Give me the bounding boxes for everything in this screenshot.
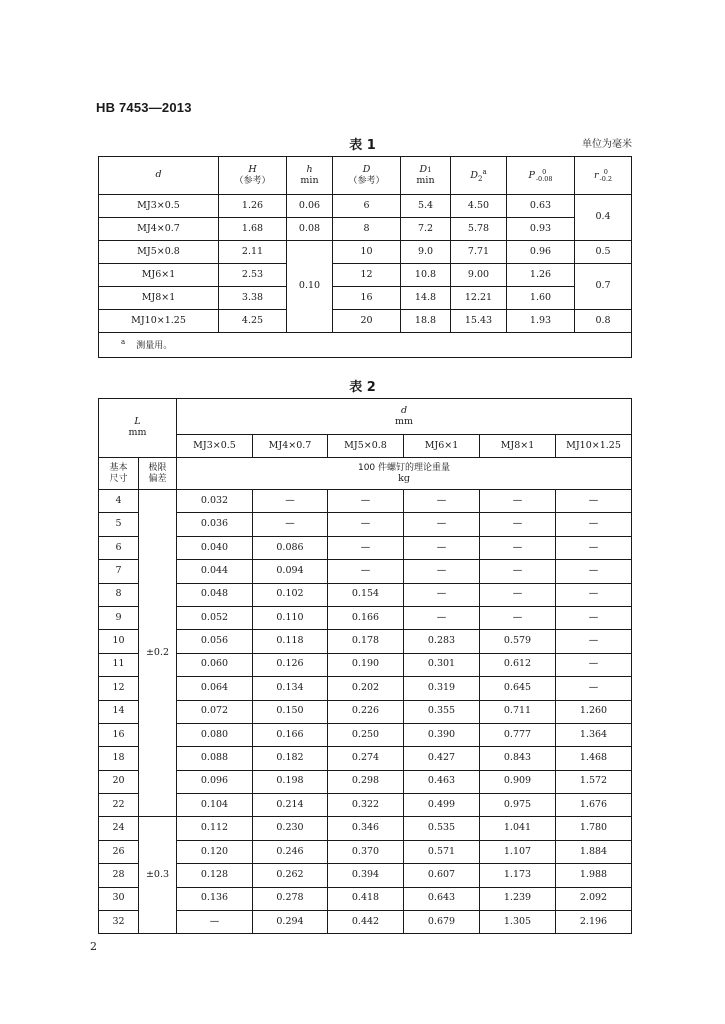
- cell-weight: 0.150: [253, 700, 328, 723]
- header-P: P 0 -0.08: [507, 157, 575, 195]
- cell-length: 22: [99, 794, 139, 817]
- cell-weight: —: [556, 630, 632, 653]
- cell-weight: 1.305: [480, 911, 556, 934]
- cell-weight: 0.226: [328, 700, 404, 723]
- cell-weight: 0.032: [177, 490, 253, 513]
- cell-length: 28: [99, 864, 139, 887]
- cell-D: 10: [333, 241, 401, 264]
- table2-row: [99, 911, 632, 934]
- page-number: 2: [90, 940, 97, 953]
- cell-weight: —: [328, 513, 404, 536]
- cell-weight: 0.274: [328, 747, 404, 770]
- cell-r: 0.8: [575, 310, 632, 333]
- cell-weight: —: [480, 513, 556, 536]
- cell-length: 6: [99, 536, 139, 559]
- cell-length: 11: [99, 653, 139, 676]
- cell-weight: 0.080: [177, 723, 253, 746]
- cell-weight: 0.096: [177, 770, 253, 793]
- cell-weight: 0.643: [404, 887, 480, 910]
- cell-P: 0.93: [507, 218, 575, 241]
- cell-D: 16: [333, 287, 401, 310]
- cell-weight: —: [253, 490, 328, 513]
- table2-row: [99, 653, 632, 676]
- cell-weight: —: [480, 583, 556, 606]
- cell-length: 5: [99, 513, 139, 536]
- cell-weight: 0.088: [177, 747, 253, 770]
- cell-P: 1.26: [507, 264, 575, 287]
- cell-weight: —: [556, 677, 632, 700]
- cell-weight: 1.780: [556, 817, 632, 840]
- cell-weight: 1.173: [480, 864, 556, 887]
- cell-weight: —: [556, 536, 632, 559]
- cell-weight: —: [404, 606, 480, 629]
- cell-H: 1.68: [219, 218, 287, 241]
- cell-length: 32: [99, 911, 139, 934]
- cell-D1: 18.8: [401, 310, 451, 333]
- cell-weight: —: [328, 490, 404, 513]
- cell-P: 1.60: [507, 287, 575, 310]
- cell-weight: 0.607: [404, 864, 480, 887]
- cell-weight: 1.884: [556, 840, 632, 863]
- cell-weight: 0.418: [328, 887, 404, 910]
- cell-D1: 14.8: [401, 287, 451, 310]
- cell-weight: 0.044: [177, 560, 253, 583]
- table2-row: [99, 723, 632, 746]
- cell-weight: 0.154: [328, 583, 404, 606]
- table2-row: [99, 794, 632, 817]
- cell-weight: —: [556, 606, 632, 629]
- cell-weight: 0.198: [253, 770, 328, 793]
- cell-weight: 0.086: [253, 536, 328, 559]
- cell-weight: 0.048: [177, 583, 253, 606]
- cell-weight: 0.283: [404, 630, 480, 653]
- cell-h: 0.06: [287, 195, 333, 218]
- cell-D1: 10.8: [401, 264, 451, 287]
- cell-D2: 4.50: [451, 195, 507, 218]
- cell-weight: —: [253, 513, 328, 536]
- table1-row: [99, 241, 632, 264]
- cell-D: 8: [333, 218, 401, 241]
- cell-length: 8: [99, 583, 139, 606]
- header-r: r 0 -0.2: [575, 157, 632, 195]
- table2-row: [99, 630, 632, 653]
- cell-length: 10: [99, 630, 139, 653]
- header-size: MJ6×1: [404, 435, 480, 458]
- cell-weight: 0.319: [404, 677, 480, 700]
- cell-d: MJ5×0.8: [99, 241, 219, 264]
- cell-length: 26: [99, 840, 139, 863]
- cell-D2: 5.78: [451, 218, 507, 241]
- cell-weight: 0.442: [328, 911, 404, 934]
- header-L: L mm: [99, 399, 177, 458]
- cell-weight: 2.092: [556, 887, 632, 910]
- cell-weight: 0.394: [328, 864, 404, 887]
- cell-weight: 0.052: [177, 606, 253, 629]
- cell-weight: —: [404, 536, 480, 559]
- cell-D2: 7.71: [451, 241, 507, 264]
- cell-weight: 1.988: [556, 864, 632, 887]
- cell-r: 0.4: [575, 195, 632, 241]
- cell-d: MJ3×0.5: [99, 195, 219, 218]
- cell-weight: 0.679: [404, 911, 480, 934]
- table2-title: 表 2: [349, 380, 376, 395]
- table2-row: [99, 864, 632, 887]
- cell-weight: 0.370: [328, 840, 404, 863]
- cell-weight: 0.120: [177, 840, 253, 863]
- cell-weight: 0.112: [177, 817, 253, 840]
- cell-weight: 0.777: [480, 723, 556, 746]
- table2-row: [99, 536, 632, 559]
- cell-weight: 0.262: [253, 864, 328, 887]
- header-tolerance: 极限 偏差: [139, 458, 177, 490]
- cell-D: 12: [333, 264, 401, 287]
- cell-H: 1.26: [219, 195, 287, 218]
- cell-r: 0.5: [575, 241, 632, 264]
- header-size: MJ4×0.7: [253, 435, 328, 458]
- cell-weight: 0.645: [480, 677, 556, 700]
- cell-d: MJ8×1: [99, 287, 219, 310]
- cell-D: 20: [333, 310, 401, 333]
- cell-weight: —: [404, 560, 480, 583]
- table2-size-row: [99, 435, 632, 458]
- table2-row: [99, 770, 632, 793]
- cell-weight: 0.499: [404, 794, 480, 817]
- header-d: d mm: [177, 399, 632, 435]
- cell-weight: —: [480, 490, 556, 513]
- cell-d: MJ6×1: [99, 264, 219, 287]
- cell-weight: 0.294: [253, 911, 328, 934]
- cell-D: 6: [333, 195, 401, 218]
- cell-weight: 0.214: [253, 794, 328, 817]
- cell-weight: 0.535: [404, 817, 480, 840]
- cell-weight: 1.468: [556, 747, 632, 770]
- table1-row: [99, 287, 632, 310]
- table2-row: [99, 560, 632, 583]
- cell-length: 20: [99, 770, 139, 793]
- cell-weight: 1.260: [556, 700, 632, 723]
- cell-weight: —: [556, 653, 632, 676]
- cell-weight: 0.072: [177, 700, 253, 723]
- cell-length: 12: [99, 677, 139, 700]
- table1-footnote: $^a$ 测量用。: [99, 333, 632, 358]
- cell-weight: 1.676: [556, 794, 632, 817]
- cell-weight: 0.036: [177, 513, 253, 536]
- cell-length: 30: [99, 887, 139, 910]
- cell-weight: 0.056: [177, 630, 253, 653]
- cell-length: 4: [99, 490, 139, 513]
- cell-weight: 0.298: [328, 770, 404, 793]
- cell-weight: —: [328, 536, 404, 559]
- cell-weight: —: [556, 513, 632, 536]
- cell-D2: 12.21: [451, 287, 507, 310]
- cell-h: 0.08: [287, 218, 333, 241]
- cell-P: 1.93: [507, 310, 575, 333]
- table1-title: 表 1: [349, 138, 376, 153]
- cell-weight: 0.579: [480, 630, 556, 653]
- cell-weight: 0.126: [253, 653, 328, 676]
- table2-row: [99, 677, 632, 700]
- cell-weight: —: [556, 583, 632, 606]
- cell-weight: 0.136: [177, 887, 253, 910]
- cell-weight: 0.612: [480, 653, 556, 676]
- cell-D1: 5.4: [401, 195, 451, 218]
- cell-weight: 1.364: [556, 723, 632, 746]
- cell-length: 18: [99, 747, 139, 770]
- cell-weight: 0.390: [404, 723, 480, 746]
- cell-weight: 0.102: [253, 583, 328, 606]
- cell-h: 0.10: [287, 241, 333, 333]
- cell-weight: —: [556, 560, 632, 583]
- table1-header-row: [99, 157, 632, 195]
- cell-weight: —: [480, 536, 556, 559]
- cell-D2: 15.43: [451, 310, 507, 333]
- cell-length: 9: [99, 606, 139, 629]
- cell-length: 14: [99, 700, 139, 723]
- cell-length: 16: [99, 723, 139, 746]
- cell-weight: 0.843: [480, 747, 556, 770]
- cell-weight: 0.166: [253, 723, 328, 746]
- cell-weight: 0.128: [177, 864, 253, 887]
- cell-tolerance: ±0.3: [139, 817, 177, 934]
- cell-weight: —: [404, 583, 480, 606]
- cell-tolerance: ±0.2: [139, 490, 177, 817]
- header-size: MJ3×0.5: [177, 435, 253, 458]
- cell-length: 7: [99, 560, 139, 583]
- cell-weight: —: [404, 513, 480, 536]
- cell-weight: 0.166: [328, 606, 404, 629]
- table2-header-row: [99, 399, 632, 435]
- cell-H: 3.38: [219, 287, 287, 310]
- table2-row: [99, 490, 632, 513]
- table1-row: [99, 264, 632, 287]
- cell-H: 2.11: [219, 241, 287, 264]
- cell-weight: 0.711: [480, 700, 556, 723]
- cell-weight: 0.064: [177, 677, 253, 700]
- header-size: MJ5×0.8: [328, 435, 404, 458]
- cell-weight: 2.196: [556, 911, 632, 934]
- table2-row: [99, 887, 632, 910]
- table2: [98, 398, 632, 934]
- cell-weight: 0.178: [328, 630, 404, 653]
- table1-footnote-row: [99, 333, 632, 358]
- table2-subheader-row: [99, 458, 632, 490]
- cell-weight: 0.278: [253, 887, 328, 910]
- header-h: h min: [287, 157, 333, 195]
- table2-row: [99, 606, 632, 629]
- table2-row: [99, 700, 632, 723]
- cell-weight: 1.107: [480, 840, 556, 863]
- cell-weight: 0.094: [253, 560, 328, 583]
- cell-weight: 0.060: [177, 653, 253, 676]
- cell-weight: —: [556, 490, 632, 513]
- cell-weight: 0.104: [177, 794, 253, 817]
- table1-row: [99, 310, 632, 333]
- cell-P: 0.96: [507, 241, 575, 264]
- header-D2: $D_2^a$: [451, 157, 507, 195]
- cell-weight: 0.301: [404, 653, 480, 676]
- table1-row: [99, 218, 632, 241]
- header-weight: 100 件螺钉的理论重量 kg: [177, 458, 632, 490]
- cell-weight: 0.110: [253, 606, 328, 629]
- cell-weight: 1.239: [480, 887, 556, 910]
- header-d: d: [99, 157, 219, 195]
- table2-row: [99, 747, 632, 770]
- cell-D1: 7.2: [401, 218, 451, 241]
- cell-weight: 0.190: [328, 653, 404, 676]
- cell-weight: 0.463: [404, 770, 480, 793]
- cell-weight: 0.346: [328, 817, 404, 840]
- cell-weight: 1.041: [480, 817, 556, 840]
- cell-d: MJ10×1.25: [99, 310, 219, 333]
- cell-P: 0.63: [507, 195, 575, 218]
- cell-weight: 0.246: [253, 840, 328, 863]
- cell-weight: 0.230: [253, 817, 328, 840]
- table1: [98, 156, 632, 358]
- cell-H: 2.53: [219, 264, 287, 287]
- cell-D2: 9.00: [451, 264, 507, 287]
- table2-row: [99, 513, 632, 536]
- cell-weight: —: [404, 490, 480, 513]
- table2-row: [99, 817, 632, 840]
- table1-row: [99, 195, 632, 218]
- cell-weight: 0.182: [253, 747, 328, 770]
- document-code: HB 7453—2013: [96, 100, 192, 115]
- cell-weight: 0.250: [328, 723, 404, 746]
- cell-D1: 9.0: [401, 241, 451, 264]
- cell-weight: 0.427: [404, 747, 480, 770]
- cell-weight: 0.975: [480, 794, 556, 817]
- header-H: H （参考）: [219, 157, 287, 195]
- header-D1: D1 min: [401, 157, 451, 195]
- cell-length: 24: [99, 817, 139, 840]
- header-basic-size: 基本 尺寸: [99, 458, 139, 490]
- cell-weight: —: [177, 911, 253, 934]
- cell-H: 4.25: [219, 310, 287, 333]
- cell-weight: 0.134: [253, 677, 328, 700]
- cell-weight: 0.909: [480, 770, 556, 793]
- cell-weight: 0.118: [253, 630, 328, 653]
- cell-r: 0.7: [575, 264, 632, 310]
- table2-row: [99, 583, 632, 606]
- table1-unit-note: 单位为毫米: [582, 139, 632, 150]
- cell-weight: —: [480, 560, 556, 583]
- cell-weight: 1.572: [556, 770, 632, 793]
- cell-weight: 0.040: [177, 536, 253, 559]
- header-D: D （参考）: [333, 157, 401, 195]
- cell-weight: 0.355: [404, 700, 480, 723]
- header-size: MJ10×1.25: [556, 435, 632, 458]
- cell-weight: —: [480, 606, 556, 629]
- cell-weight: 0.571: [404, 840, 480, 863]
- cell-d: MJ4×0.7: [99, 218, 219, 241]
- cell-weight: 0.322: [328, 794, 404, 817]
- cell-weight: —: [328, 560, 404, 583]
- header-size: MJ8×1: [480, 435, 556, 458]
- table2-row: [99, 840, 632, 863]
- cell-weight: 0.202: [328, 677, 404, 700]
